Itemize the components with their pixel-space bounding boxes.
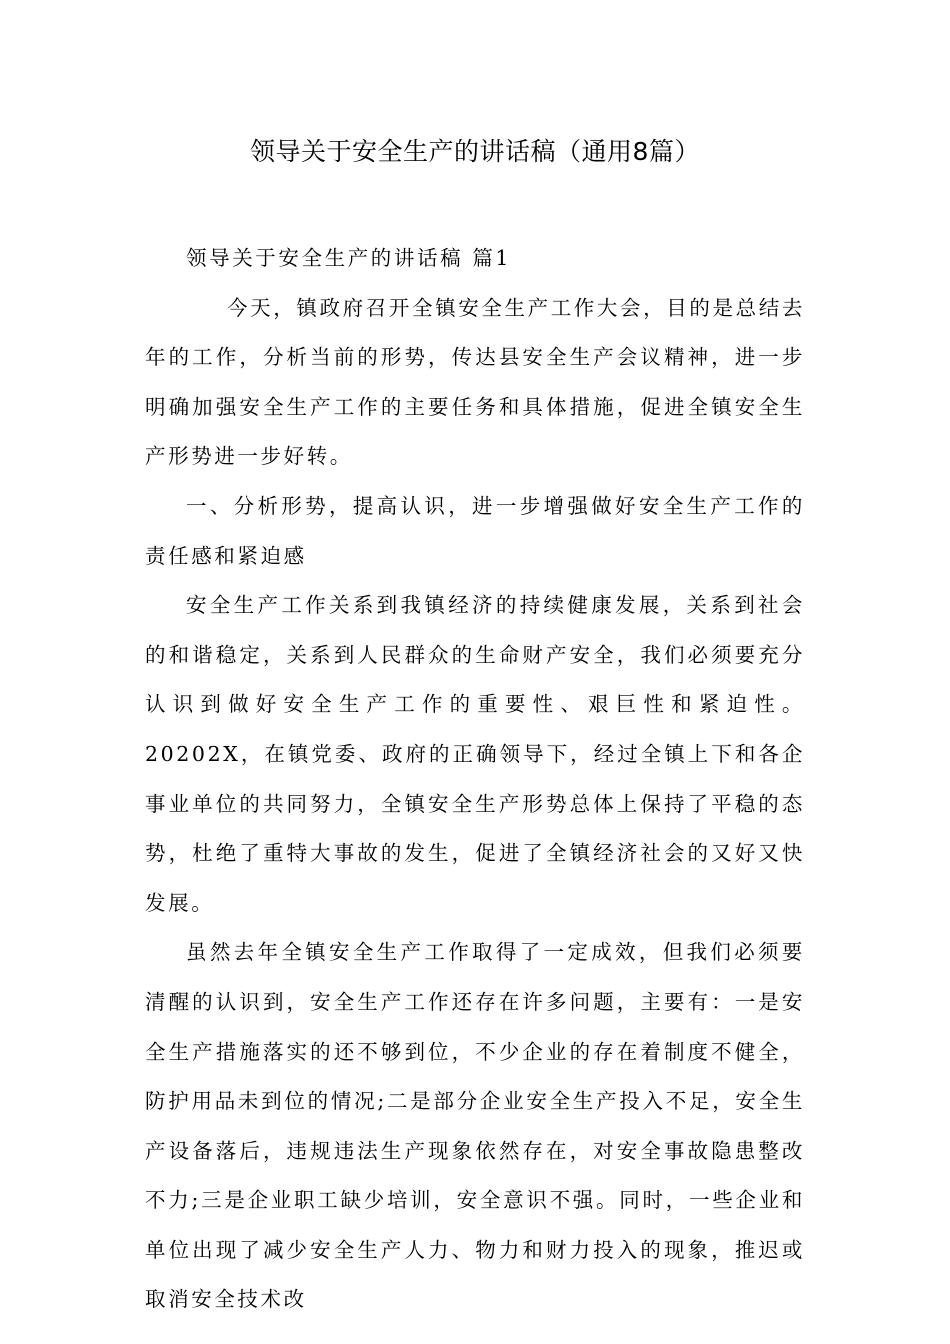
paragraph-intro: 今天，镇政府召开全镇安全生产工作大会，目的是总结去年的工作，分析当前的形势，传达县安全生产会议精神，进一步明确加强安全生产工作的主要任务和具体措施，促进全镇安全生产形势进一步好转。 [145, 295, 805, 469]
document-body [145, 234, 805, 1325]
document-title: 领导关于安全生产的讲话稿（通用8篇） [250, 137, 700, 166]
paragraph-problems: 虽然去年全镇安全生产工作取得了一定成效，但我们必须要清醒的认识到，安全生产工作还存在许多问题，主要有：一是安全生产措施落实的还不够到位，不少企业的存在着制度不健全，防护用品未到位的情况;二是部分企业安全生产投入不足，安全生产设备落后，违规违法生产现象依然存在，对安全事故隐患整改不力;三是企业职工缺少培训，安全意识不强。同时，一些企业和单位出现了减少安全生产人力、物力和财力投入的现象，推迟或取消安全技术改 [145, 940, 805, 1312]
section-heading: 领导关于安全生产的讲话稿 篇1 [186, 246, 512, 270]
paragraph-heading-one: 一、分析形势，提高认识，进一步增强做好安全生产工作的责任感和紧迫感 [145, 493, 805, 568]
paragraph-importance: 安全生产工作关系到我镇经济的持续健康发展，关系到社会的和谐稳定，关系到人民群众的生命财产安全，我们必须要充分认识到做好安全生产工作的重要性、艰巨性和紧迫性。20202X，在镇党委、政府的正确领导下，经过全镇上下和各企事业单位的共同努力，全镇安全生产形势总体上保持了平稳的态势，杜绝了重特大事故的发生，促进了全镇经济社会的又好又快发展。 [145, 593, 805, 915]
